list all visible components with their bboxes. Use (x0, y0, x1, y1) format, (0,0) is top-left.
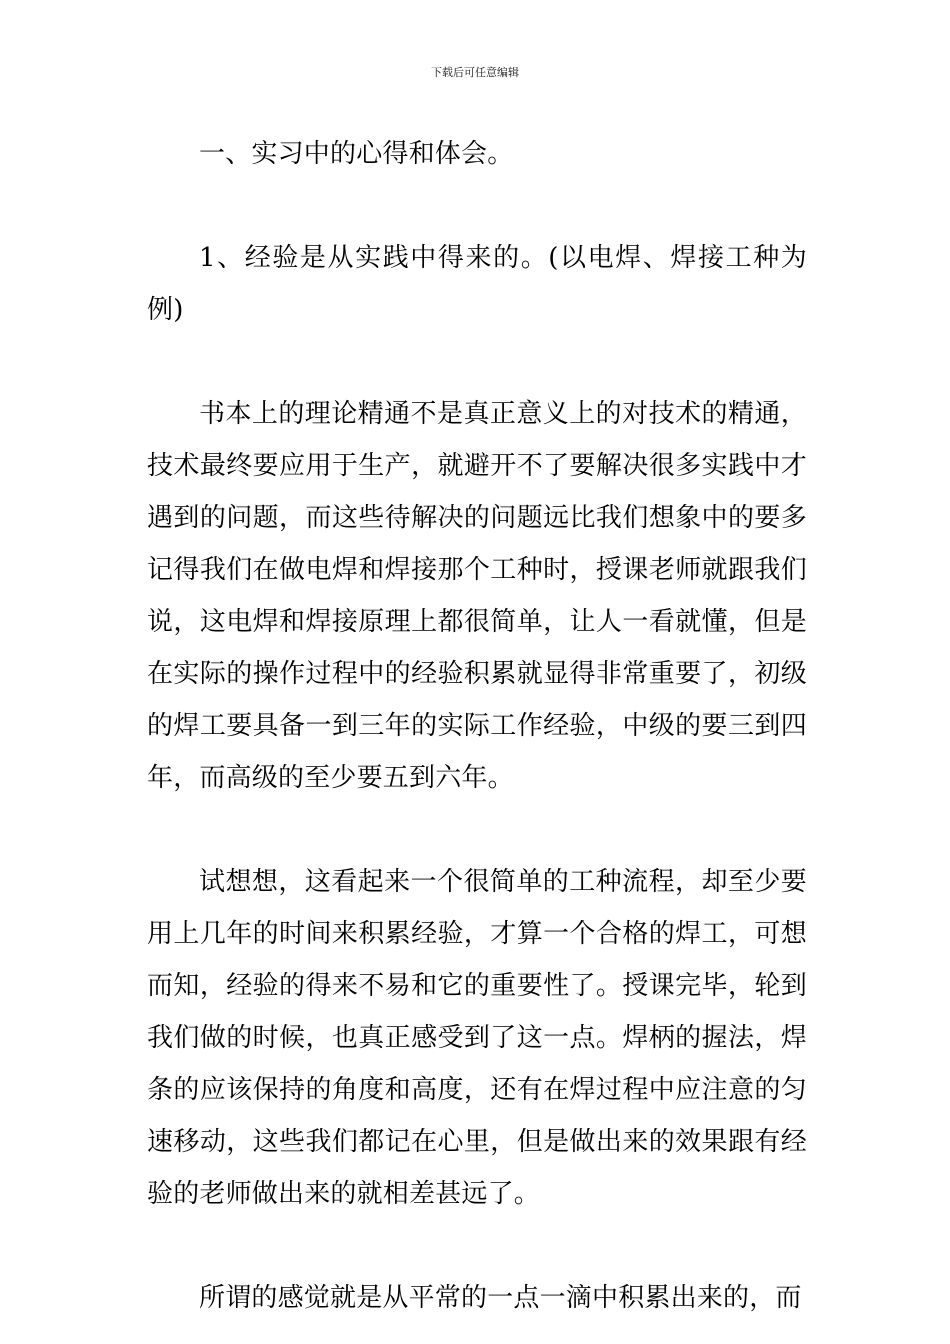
subsection-heading: 1、经验是从实践中得来的。(以电焊、焊接工种为例) (147, 243, 807, 325)
document-body (147, 128, 807, 1324)
body-paragraph-2: 试想想，这看起来一个很简单的工种流程，却至少要用上几年的时间来积累经验，才算一个合格的焊工，可想而知，经验的得来不易和它的重要性了。授课完毕，轮到我们做的时候，也真正感受到了这一点。焊柄的握法，焊条的应该保持的角度和高度，还有在焊过程中应注意的匀速移动，这些我们都记在心里，但是做出来的效果跟有经验的老师做出来的就相差甚远了。 (147, 867, 807, 1209)
section-heading: 一、实习中的心得和体会。 (199, 139, 514, 169)
body-paragraph-3: 所谓的感觉就是从平常的一点一滴中积累出来的，而 (199, 1283, 802, 1313)
header-note: 下载后可任意编辑 (431, 66, 519, 79)
paragraph-spacer (147, 180, 807, 232)
paragraph-spacer (147, 336, 807, 388)
paragraph-spacer (147, 1220, 807, 1272)
body-paragraph-1: 书本上的理论精通不是真正意义上的对技术的精通，技术最终要应用于生产，就避开不了要解决很多实践中才遇到的问题，而这些待解决的问题远比我们想象中的要多记得我们在做电焊和焊接那个工种时，授课老师就跟我们说，这电焊和焊接原理上都很简单，让人一看就懂，但是在实际的操作过程中的经验积累就显得非常重要了，初级的焊工要具备一到三年的实际工作经验，中级的要三到四年，而高级的至少要五到六年。 (147, 399, 807, 793)
paragraph-spacer (147, 804, 807, 856)
